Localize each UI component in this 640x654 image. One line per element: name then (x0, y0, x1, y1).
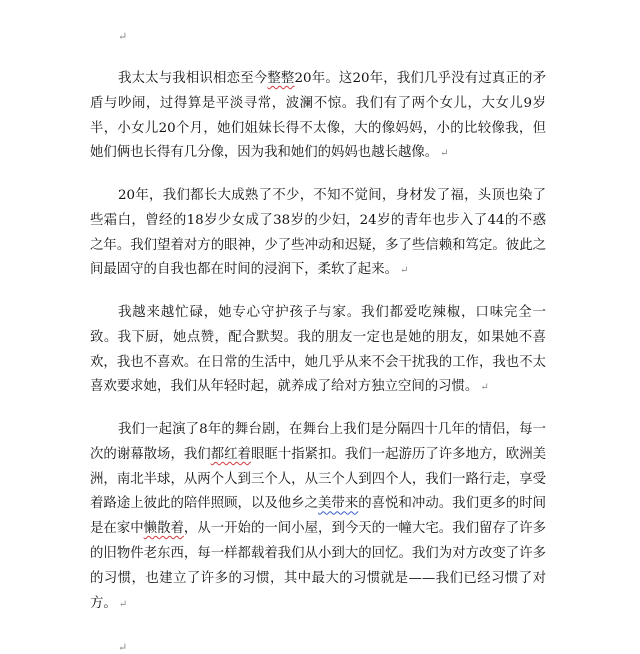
paragraph-mark: ↵ (440, 148, 449, 160)
text-run: 我们一起演了8年的舞台剧，在舞台上我们是分隔四十几年的情侣，每一次的谢幕散场，我们 (90, 422, 546, 462)
paragraph-2[interactable] (90, 184, 546, 284)
paragraph-1[interactable] (90, 67, 546, 167)
text-run: 20年，我们都长大成熟了不少，不知不觉间，身材发了福，头顶也染了些霜白，曾经的18岁少女成了38岁的少妇，24岁的青年也步入了44的不惑之年。我们望着对方的眼神，少了些冲动和迟疑，多了些信赖和笃定。彼此之间最固守的自我也都在时间的浸润下，柔软了起来。 (90, 188, 546, 278)
grammar-flag[interactable]: 美带来 (318, 496, 359, 512)
text-run: 20年。这20年，我们几乎没有过真正的矛盾与吵闹，过得算是平淡寻常，波澜不惊。我们有了两个女儿，大女儿9岁半，小女儿20个月，她们姐妹长得不太像，大的像妈妈，小的比较像我，但她们俩也长得有几分像，因为我和她们的妈妈也越长越像。 (90, 71, 547, 161)
spelling-flag[interactable]: 懒散着 (143, 521, 184, 537)
paragraph-3[interactable] (90, 301, 546, 401)
empty-paragraph-mark: ↵ (118, 30, 128, 43)
text-run: 的喜悦和冲动。我们更多的时间是在家中 (90, 496, 547, 537)
text-run: 我太太与我相识相恋至今 (118, 71, 268, 86)
paragraph-mark: ↵ (118, 598, 128, 610)
paragraph-mark: ↵ (399, 265, 409, 277)
empty-paragraph-mark: ↵ (118, 641, 128, 654)
spelling-flag[interactable]: 都红着 (210, 446, 251, 462)
paragraph-4[interactable] (90, 418, 546, 617)
text-run: 我越来越忙碌，她专心守护孩子与家。我们都爱吃辣椒，口味完全一致。我下厨，她点赞，配合默契。我的朋友一定也是她的朋友，如果她不喜欢，我也不喜欢。在日常的生活中，她几乎从来不会干扰我的工作，我也不太喜欢要求她，我们从年轻时起，就养成了给对方独立空间的习惯。 (90, 305, 546, 395)
text-run: 眼眶十指紧扣。我们一起游历了许多地方，欧洲美洲，南北半球，从两个人到三个人，从三个人到四个人，我们一路行走，享受着路途上彼此的陪伴照顾，以及他乡之 (90, 446, 547, 512)
spelling-flag[interactable]: 整整 (267, 71, 295, 86)
text-run: ，从一开始的一间小屋，到今天的一幢大宅。我们留存了许多的旧物件老东西，每一样都载着我们从小到大的回忆。我们为对方改变了许多的习惯，也建立了许多的习惯，其中最大的习惯就是——我们已经习惯了对方。 (90, 521, 547, 611)
paragraph-mark: ↵ (480, 382, 489, 394)
